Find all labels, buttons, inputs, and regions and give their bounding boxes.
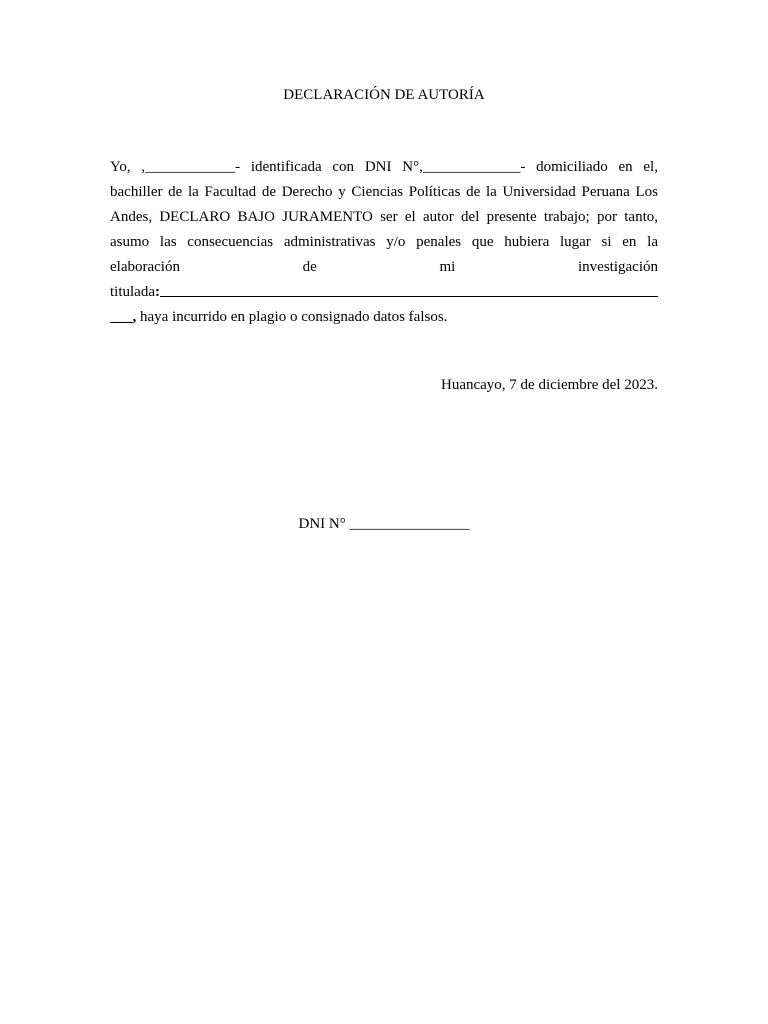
word: DNI bbox=[364, 159, 392, 175]
closing-text: haya incurrido en plagio o consignado datos falsos. bbox=[136, 309, 448, 325]
title-blank-end: ___, bbox=[110, 309, 137, 325]
word: en bbox=[618, 159, 633, 175]
paragraph-line-7 bbox=[110, 305, 658, 330]
dni-blank: N°,_____________- bbox=[402, 159, 526, 175]
word: el, bbox=[643, 159, 658, 175]
paragraph-line-3: Andes, DECLARO BAJO JURAMENTO ser el autor del presente trabajo; por tanto, bbox=[110, 209, 658, 225]
signature-dni-line: DNI N° ________________ bbox=[298, 516, 470, 532]
paragraph-line-5 bbox=[110, 255, 658, 280]
word: identificada bbox=[250, 159, 322, 175]
word: elaboración bbox=[110, 259, 180, 275]
word: investigación bbox=[578, 259, 658, 275]
paragraph-line-6 bbox=[110, 280, 658, 305]
word: mi bbox=[439, 259, 456, 275]
word: de bbox=[302, 259, 317, 275]
titled-colon: : bbox=[155, 284, 160, 300]
word: con bbox=[332, 159, 355, 175]
titled-label: titulada bbox=[110, 284, 155, 300]
paragraph-line-1 bbox=[110, 155, 658, 180]
document-title: DECLARACIÓN DE AUTORÍA bbox=[283, 87, 485, 103]
declaration-paragraph bbox=[110, 155, 658, 330]
paragraph-line-2: bachiller de la Facultad de Derecho y Ciencias Políticas de la Universidad Peruana Los bbox=[110, 184, 658, 200]
place-and-date: Huancayo, 7 de diciembre del 2023. bbox=[440, 377, 658, 393]
word: domiciliado bbox=[536, 159, 608, 175]
word: Yo, bbox=[110, 159, 131, 175]
name-blank: ,____________- bbox=[141, 159, 241, 175]
paragraph-line-4: asumo las consecuencias administrativas y/o penales que hubiera lugar si en la bbox=[110, 234, 658, 250]
title-blank-line bbox=[160, 280, 658, 297]
